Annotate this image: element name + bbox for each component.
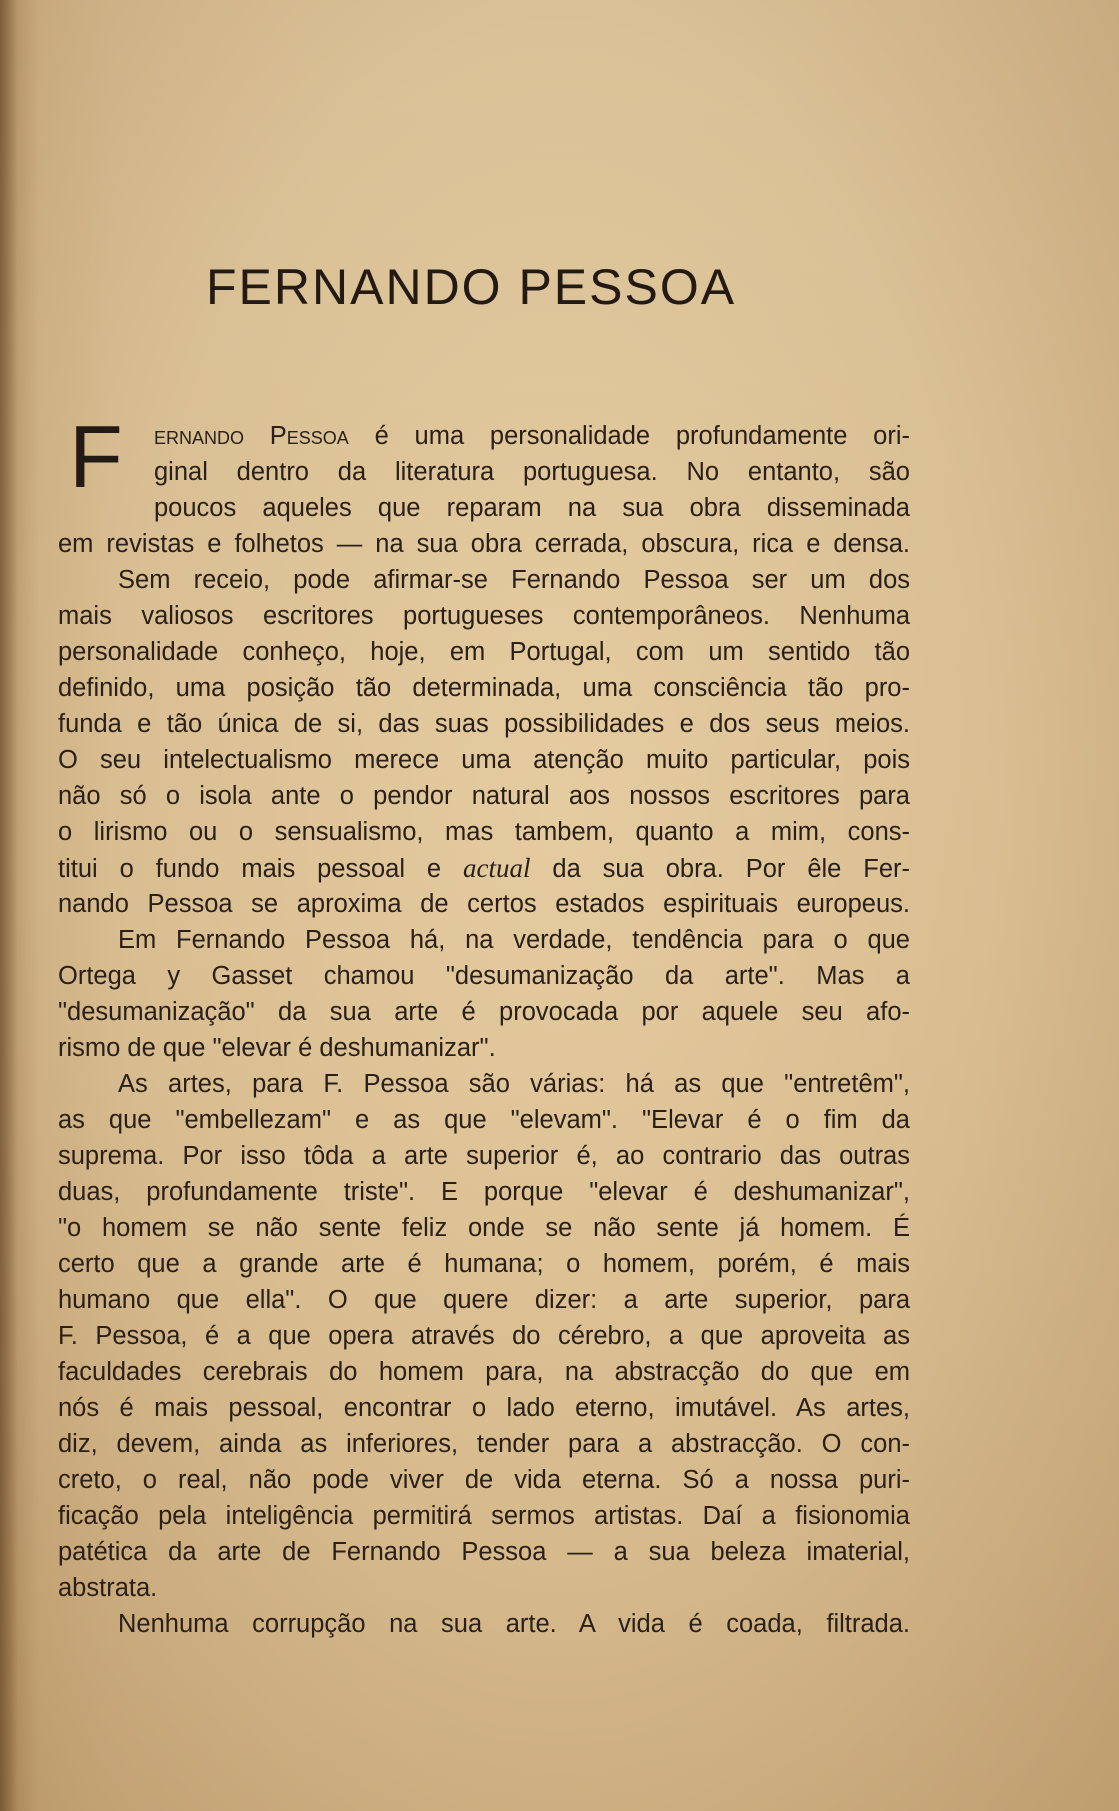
text-line: não só o isola ante o pendor natural aos nossos escritores para [58, 782, 910, 810]
text-line: F. Pessoa, é a que opera através do cérebro, a que aproveita as [58, 1322, 910, 1350]
text-line [58, 850, 910, 886]
text-line: creto, o real, não pode viver de vida eterna. Só a nossa puri- [58, 1466, 910, 1494]
text-line: abstrata. [58, 1574, 158, 1602]
text-line-fragment: é uma personalidade profundamente ori- [348, 422, 910, 450]
text-line: poucos aqueles que reparam na sua obra disseminada [154, 494, 910, 522]
drop-cap: F [69, 407, 123, 506]
text-line-fragment: da sua obra. Por êle Fer- [530, 855, 910, 883]
text-line: ginal dentro da literatura portuguesa. No entanto, são [154, 458, 910, 486]
author-name-small-caps: ernando Pessoa [154, 422, 349, 450]
emphasized-word: actual [463, 853, 531, 883]
text-line: Ortega y Gasset chamou "desumanização da arte". Mas a [58, 962, 910, 990]
text-line: nós é mais pessoal, encontrar o lado eterno, imutável. As artes, [58, 1394, 910, 1422]
text-line: o lirismo ou o sensualismo, mas tambem, quanto a mim, cons- [58, 818, 910, 846]
text-line: personalidade conheço, hoje, em Portugal, com um sentido tão [58, 638, 910, 666]
text-line: definido, uma posição tão determinada, uma consciência tão pro- [58, 674, 910, 702]
text-line: As artes, para F. Pessoa são várias: há as que "entretêm", [118, 1070, 910, 1098]
text-line: ficação pela inteligência permitirá sermos artistas. Daí a fisionomia [58, 1502, 910, 1530]
text-line [154, 418, 910, 454]
text-line: humano que ella". O que quere dizer: a arte superior, para [58, 1286, 910, 1314]
text-line: as que "embellezam" e as que "elevam". "Elevar é o fim da [58, 1106, 910, 1134]
text-line: Nenhuma corrupção na sua arte. A vida é coada, filtrada. [118, 1610, 910, 1638]
text-line: "desumanização" da sua arte é provocada por aquele seu afo- [58, 998, 910, 1026]
text-line: Sem receio, pode afirmar-se Fernando Pessoa ser um dos [118, 566, 910, 594]
text-line: "o homem se não sente feliz onde se não sente já homem. É [58, 1214, 910, 1242]
text-line: rismo de que "elevar é deshumanizar". [58, 1034, 496, 1062]
text-line: funda e tão única de si, das suas possibilidades e dos seus meios. [58, 710, 910, 738]
text-line: O seu intelectualismo merece uma atenção muito particular, pois [58, 746, 910, 774]
text-line-fragment: titui o fundo mais pessoal e [58, 855, 464, 883]
text-line: mais valiosos escritores portugueses contemporâneos. Nenhuma [58, 602, 910, 630]
article-title: FERNANDO PESSOA [206, 259, 737, 315]
text-line: duas, profundamente triste". E porque "elevar é deshumanizar", [58, 1178, 910, 1206]
text-line: diz, devem, ainda as inferiores, tender para a abstracção. O con- [58, 1430, 910, 1458]
text-line: patética da arte de Fernando Pessoa — a sua beleza imaterial, [58, 1538, 910, 1566]
text-line: certo que a grande arte é humana; o homem, porém, é mais [58, 1250, 910, 1278]
page-edge-shadow [0, 0, 18, 1811]
text-line: faculdades cerebrais do homem para, na abstracção do que em [58, 1358, 910, 1386]
text-line: Em Fernando Pessoa há, na verdade, tendência para o que [118, 926, 910, 954]
text-line: em revistas e folhetos — na sua obra cerrada, obscura, rica e densa. [58, 530, 910, 558]
text-line: nando Pessoa se aproxima de certos estados espirituais europeus. [58, 890, 910, 918]
text-line: suprema. Por isso tôda a arte superior é, ao contrario das outras [58, 1142, 910, 1170]
